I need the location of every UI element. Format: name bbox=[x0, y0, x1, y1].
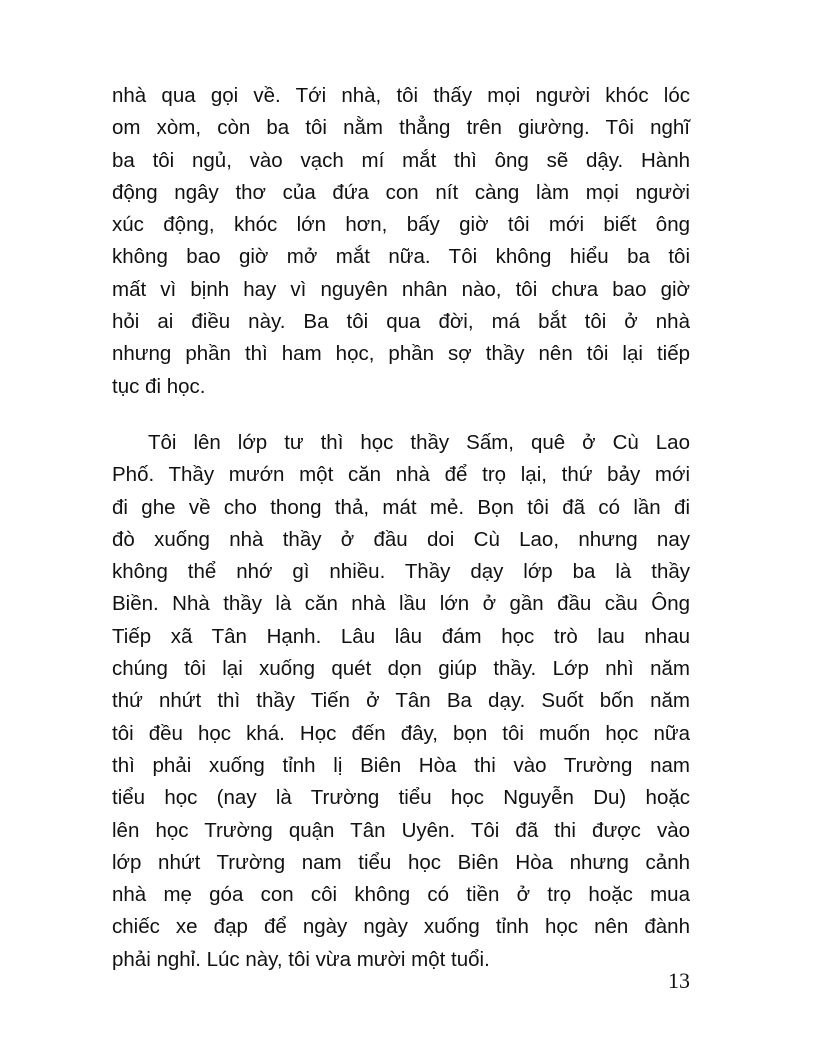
page-number: 13 bbox=[668, 968, 690, 993]
text-line: hỏi ai điều này. Ba tôi qua đời, má bắt tôi ở nhà bbox=[112, 310, 690, 334]
text-line: tục đi học. bbox=[112, 374, 206, 398]
text-line: nhà mẹ góa con côi không có tiền ở trọ hoặc mua bbox=[112, 883, 690, 907]
text-line: thứ nhứt thì thầy Tiến ở Tân Ba dạy. Suốt bốn năm bbox=[112, 689, 690, 713]
text-line: mất vì bịnh hay vì nguyên nhân nào, tôi chưa bao giờ bbox=[112, 277, 690, 301]
text-line: động ngây thơ của đứa con nít càng làm mọi người bbox=[112, 180, 690, 204]
text-line: Tôi lên lớp tư thì học thầy Sấm, quê ở Cù Lao bbox=[148, 430, 690, 454]
text-line: Biền. Nhà thầy là căn nhà lầu lớn ở gần đầu cầu Ông bbox=[112, 592, 690, 616]
text-line: chiếc xe đạp để ngày ngày xuống tỉnh học nên đành bbox=[112, 915, 690, 939]
text-line: tôi đều học khá. Học đến đây, bọn tôi muốn học nữa bbox=[112, 721, 690, 745]
text-line: đi ghe về cho thong thả, mát mẻ. Bọn tôi đã có lần đi bbox=[112, 495, 690, 519]
paragraph bbox=[112, 427, 690, 976]
paragraph-gap bbox=[112, 403, 690, 427]
text-line: thì phải xuống tỉnh lị Biên Hòa thi vào Trường nam bbox=[112, 753, 690, 777]
text-line: Phố. Thầy mướn một căn nhà để trọ lại, thứ bảy mới bbox=[112, 463, 690, 487]
text-line: chúng tôi lại xuống quét dọn giúp thầy. Lớp nhì năm bbox=[112, 657, 690, 681]
text-line: nhưng phần thì ham học, phần sợ thầy nên tôi lại tiếp bbox=[112, 342, 690, 366]
text-line: lớp nhứt Trường nam tiểu học Biên Hòa nhưng cảnh bbox=[112, 850, 690, 874]
text-line: đò xuống nhà thầy ở đầu doi Cù Lao, nhưng nay bbox=[112, 527, 690, 551]
text-line: ba tôi ngủ, vào vạch mí mắt thì ông sẽ dậy. Hành bbox=[112, 148, 690, 172]
text-line: không bao giờ mở mắt nữa. Tôi không hiểu ba tôi bbox=[112, 245, 690, 269]
text-line: không thể nhớ gì nhiều. Thầy dạy lớp ba là thầy bbox=[112, 560, 690, 584]
paragraph bbox=[112, 80, 690, 403]
text-line: phải nghỉ. Lúc này, tôi vừa mười một tuổi. bbox=[112, 947, 490, 971]
text-line: nhà qua gọi về. Tới nhà, tôi thấy mọi người khóc lóc bbox=[112, 84, 690, 107]
book-page-body bbox=[112, 80, 690, 976]
text-line: Tiếp xã Tân Hạnh. Lâu lâu đám học trò lau nhau bbox=[112, 624, 690, 648]
text-line: om xòm, còn ba tôi nằm thẳng trên giường. Tôi nghĩ bbox=[112, 116, 690, 140]
text-line: tiểu học (nay là Trường tiểu học Nguyễn Du) hoặc bbox=[112, 786, 690, 810]
text-line: xúc động, khóc lớn hơn, bấy giờ tôi mới biết ông bbox=[112, 213, 690, 237]
text-line: lên học Trường quận Tân Uyên. Tôi đã thi được vào bbox=[112, 818, 690, 842]
